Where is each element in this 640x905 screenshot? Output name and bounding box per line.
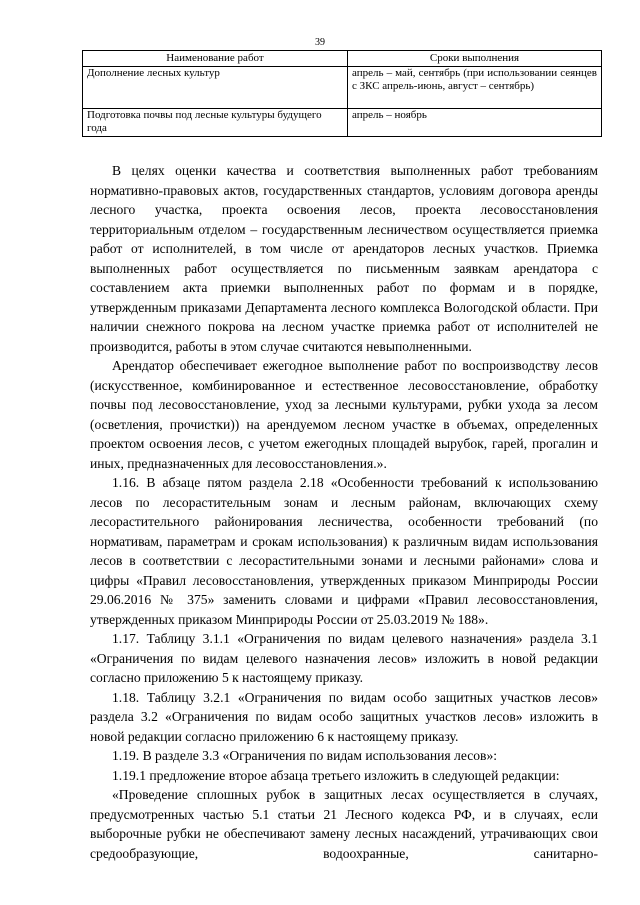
table-cell-work: Подготовка почвы под лесные культуры будущего года [83, 108, 348, 136]
paragraph-item-1-19: 1.19. В разделе 3.3 «Ограничения по видам использования лесов»: [112, 748, 498, 763]
table-cell-work: Дополнение лесных культур [83, 66, 348, 108]
table-row [83, 66, 602, 108]
paragraph-acceptance-of-works: В целях оценки качества и соответствия выполненных работ требованиям нормативно-правовых актов, государственных стандартов, условиям договора аренды лесного участка, проекта освоения лесов, проекта лесовосстановления территориальным отделом – государственным лесничеством осуществляется приемка работ от исполнителей, в том числе от арендаторов лесных участков. Приемка выполненных работ осуществляется по письменным заявкам арендатора с составлением акта приемки выполненных работ по формам и в порядке, утвержденным приказами Департамента лесного комплекса Вологодской области. При наличии снежного покрова на лесном участке приемка работ от исполнителей не производится, работы в этом случае считаются невыполненными. [90, 163, 598, 354]
paragraph-quoted-amendment: «Проведение сплошных рубок в защитных лесах осуществляется в случаях, предусмотренных частью 5.1 статьи 21 Лесного кодекса РФ, и в случаях, если выборочные рубки не обеспечивают замену лесных насаждений, утрачивающих свои средообразующие, водоохранные, санитарно- [90, 787, 598, 861]
paragraph-item-1-18: 1.18. Таблицу 3.2.1 «Ограничения по видам особо защитных участков лесов» раздела 3.2 «Ограничения по видам особо защитных участков лесов» изложить в новой редакции согласно приложению 6 к настоящему приказу. [90, 689, 598, 744]
column-header-deadline: Сроки выполнения [348, 51, 602, 67]
paragraph-item-1-17: 1.17. Таблицу 3.1.1 «Ограничения по видам целевого назначения» раздела 3.1 «Ограничения по видам целевого назначения лесов» изложить в новой редакции согласно приложению 5 к настоящему приказу. [90, 631, 598, 685]
paragraph-item-1-19-1: 1.19.1 предложение второе абзаца третьего изложить в следующей редакции: [112, 767, 560, 783]
table-cell-term: апрель – ноябрь [348, 108, 602, 136]
paragraph-item-1-16: 1.16. В абзаце пятом раздела 2.18 «Особенности требований к использованию лесов по лесорастительным зонам и лесным районам, включающих схему лесорастительного районирования лесничества, особенности требований (по нормативам, параметрам и срокам использования) к различным видам использования лесов в соответствии с лесорастительными зонами и лесными районами» слова и цифры «Правил лесовосстановления, утвержденных приказом Минприроды России 29.06.2016 № 375» заменить словами и цифрами «Правил лесовосстановления, утвержденных приказом Минприроды России от 25.03.2019 № 188». [90, 475, 598, 627]
document-body [90, 161, 598, 863]
paragraph-lessee-obligations: Арендатор обеспечивает ежегодное выполнение работ по воспроизводству лесов (искусственное, комбинированное и естественное лесовосстановление, обработку почвы под лесовосстановление, уход за лесными культурами, рубки ухода за лесом (осветления, прочистки)) на арендуемом лесном участке в объемах, определенных проектом освоения лесов, с учетом ежегодных площадей вырубок, гарей, прогалин и иных, предназначенных для лесовосстановления.». [90, 358, 598, 471]
page-number: 39 [315, 37, 325, 48]
table-cell-term: апрель – май, сентябрь (при использовании сеянцев с ЗКС апрель-июнь, август – сентябрь) [348, 66, 602, 108]
works-schedule-table [82, 50, 602, 137]
table-row [83, 108, 602, 136]
column-header-work-name: Наименование работ [83, 51, 348, 67]
table-header-row [83, 51, 602, 67]
